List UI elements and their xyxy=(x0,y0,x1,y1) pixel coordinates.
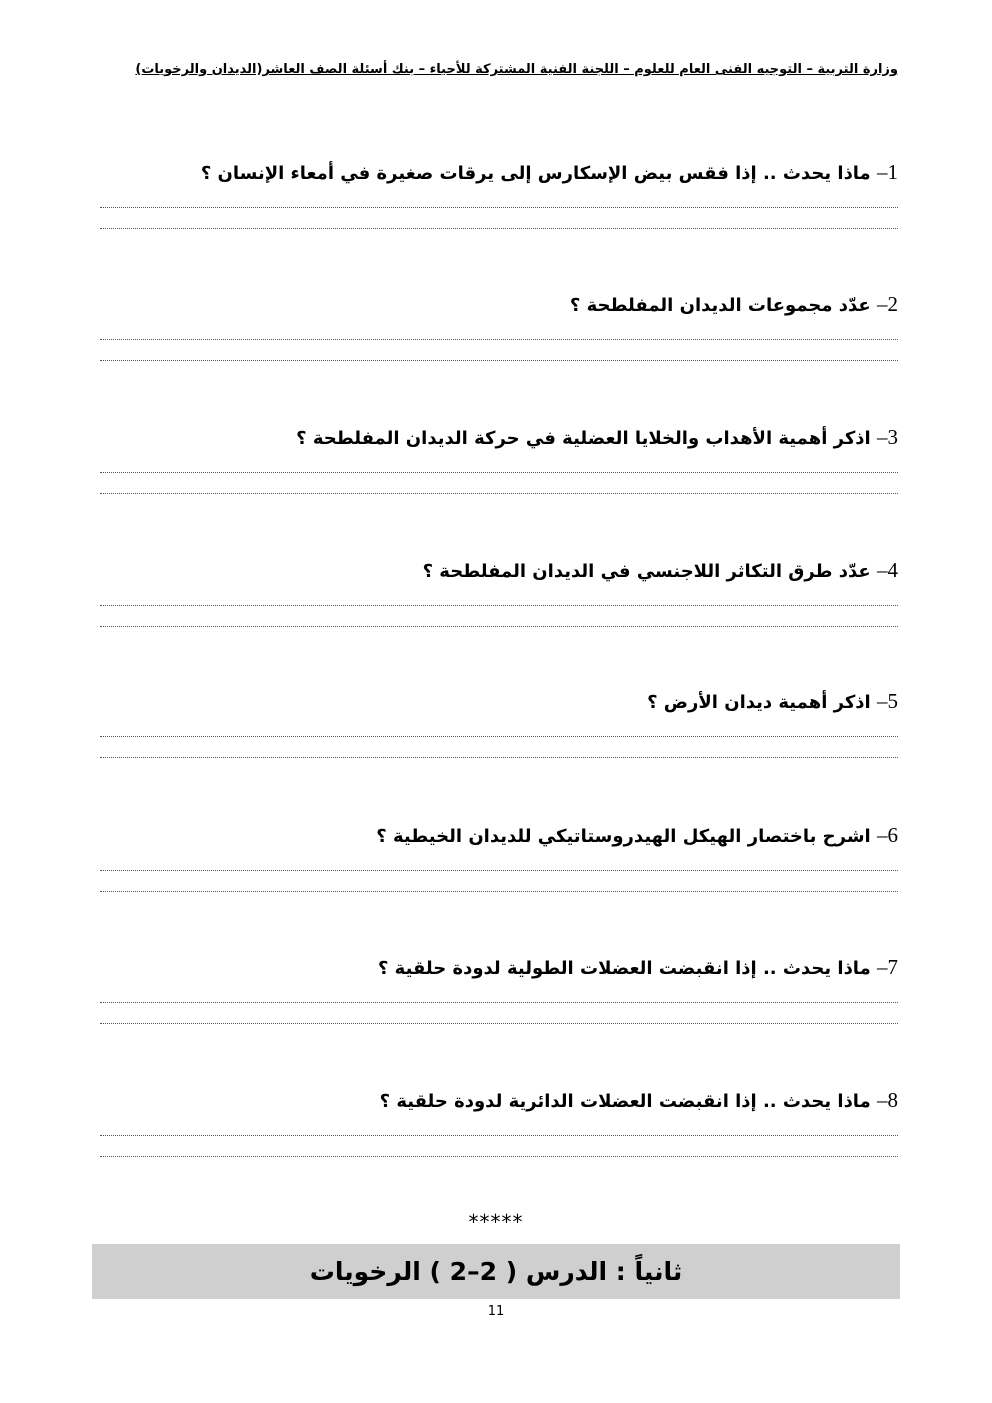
answer-line[interactable] xyxy=(100,360,898,361)
section-heading-bar xyxy=(92,1244,900,1299)
question-number: 2– xyxy=(877,292,898,316)
question-text-row xyxy=(100,686,898,716)
question-text-row xyxy=(100,820,898,850)
question-text: عدّد طرق التكاثر اللاجنسي في الديدان المفلطحة ؟ xyxy=(422,561,871,582)
question-text: اشرح باختصار الهيكل الهيدروستاتيكي للديدان الخيطية ؟ xyxy=(376,826,871,847)
question-number: 8– xyxy=(877,1088,898,1112)
question-number: 3– xyxy=(877,425,898,449)
answer-line[interactable] xyxy=(100,1156,898,1157)
question-text: ماذا يحدث .. إذا انقبضت العضلات الدائرية لدودة حلقية ؟ xyxy=(379,1091,871,1112)
question-5 xyxy=(100,686,898,758)
question-2 xyxy=(100,289,898,361)
answer-line[interactable] xyxy=(100,1135,898,1136)
question-text-row xyxy=(100,157,898,187)
question-6 xyxy=(100,820,898,892)
question-1 xyxy=(100,157,898,229)
answer-line[interactable] xyxy=(100,736,898,737)
question-text: اذكر أهمية الأهداب والخلايا العضلية في حركة الديدان المفلطحة ؟ xyxy=(296,428,871,449)
question-number: 1– xyxy=(877,160,898,184)
answer-line[interactable] xyxy=(100,757,898,758)
question-text-row xyxy=(100,289,898,319)
question-number: 7– xyxy=(877,955,898,979)
answer-line[interactable] xyxy=(100,207,898,208)
question-text-row xyxy=(100,952,898,982)
answer-line[interactable] xyxy=(100,493,898,494)
question-8 xyxy=(100,1085,898,1157)
question-number: 5– xyxy=(877,689,898,713)
section-title: ثانياً : الدرس ( 2–2 ) الرخويات xyxy=(309,1257,683,1286)
page-number: 11 xyxy=(487,1304,505,1319)
question-text: ماذا يحدث .. إذا فقس بيض الإسكارس إلى يرقات صغيرة في أمعاء الإنسان ؟ xyxy=(200,163,871,184)
answer-line[interactable] xyxy=(100,891,898,892)
section-separator: ***** xyxy=(468,1210,524,1234)
question-text-row xyxy=(100,422,898,452)
page-header: وزارة التربية – التوجيه الفنى العام للعلوم – اللجنة الفنية المشتركة للأحياء – بنك أسئلة الصف العاشر(الديدان والرخويات) xyxy=(135,62,898,77)
answer-line[interactable] xyxy=(100,626,898,627)
question-number: 4– xyxy=(877,558,898,582)
answer-line[interactable] xyxy=(100,472,898,473)
question-3 xyxy=(100,422,898,494)
question-4 xyxy=(100,555,898,627)
question-text: اذكر أهمية ديدان الأرض ؟ xyxy=(647,692,871,713)
answer-line[interactable] xyxy=(100,1002,898,1003)
answer-line[interactable] xyxy=(100,339,898,340)
question-text: ماذا يحدث .. إذا انقبضت العضلات الطولية لدودة حلقية ؟ xyxy=(377,958,871,979)
answer-line[interactable] xyxy=(100,1023,898,1024)
answer-line[interactable] xyxy=(100,228,898,229)
question-number: 6– xyxy=(877,823,898,847)
question-text-row xyxy=(100,1085,898,1115)
answer-line[interactable] xyxy=(100,870,898,871)
answer-line[interactable] xyxy=(100,605,898,606)
question-text-row xyxy=(100,555,898,585)
question-text: عدّد مجموعات الديدان المفلطحة ؟ xyxy=(569,295,871,316)
question-7 xyxy=(100,952,898,1024)
